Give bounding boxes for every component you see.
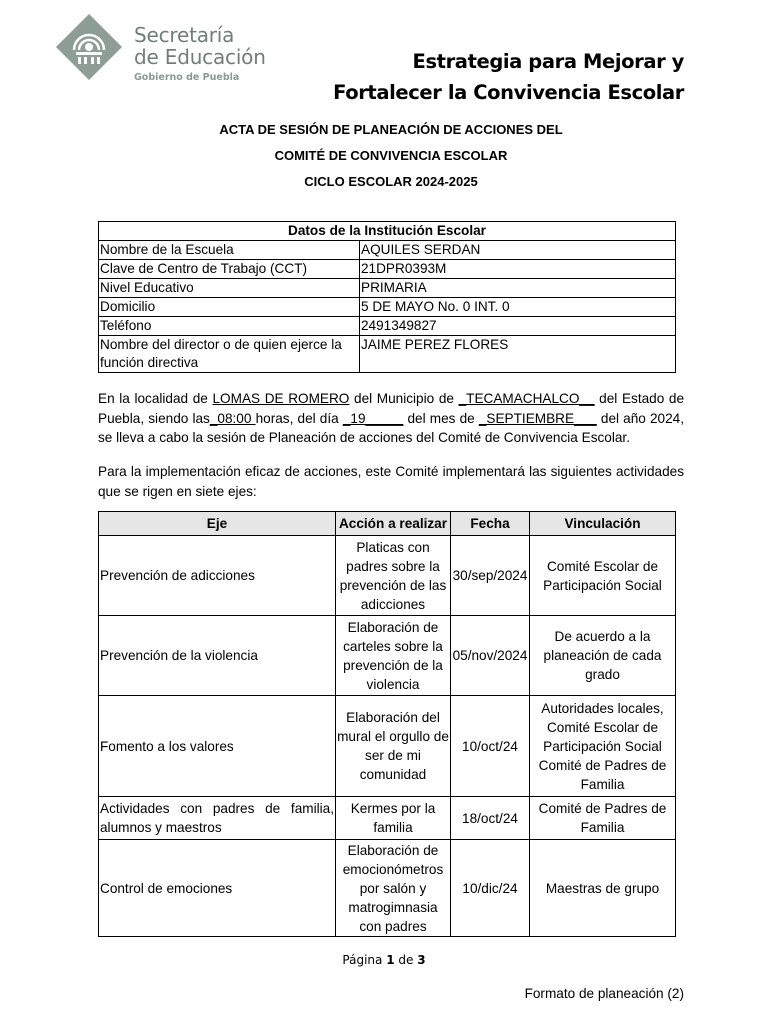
institution-value: AQUILES SERDAN (360, 241, 676, 260)
cell-fecha: 18/oct/24 (451, 797, 530, 840)
table-row (99, 241, 676, 260)
cell-vinculacion: Maestras de grupo (530, 840, 676, 937)
session-text: del año 2024, se lleva a cabo la sesión de Planeación de acciones del Comité de Convivencia Escolar. (98, 410, 685, 445)
cell-fecha: 10/dic/24 (451, 840, 530, 937)
cell-accion: Kermes por la familia (336, 797, 451, 840)
document-title-line1: Estrategia para Mejorar y (412, 50, 684, 73)
session-text: del Estado de Puebla, siendo las (98, 391, 685, 426)
acta-heading (98, 117, 684, 195)
page-total: 3 (417, 953, 426, 967)
session-text: del Municipio de (349, 391, 459, 406)
session-text: horas, del día (255, 410, 343, 426)
cell-eje: Control de emociones (99, 840, 336, 937)
table-row (99, 840, 676, 937)
institution-value: PRIMARIA (360, 279, 676, 298)
table-row (99, 797, 676, 840)
page-number (0, 953, 768, 967)
session-dia: _19_____ (342, 410, 404, 426)
cell-vinculacion: Comité de Padres de Familia (530, 797, 676, 840)
institution-label: Clave de Centro de Trabajo (CCT) (99, 260, 360, 279)
institution-value: JAIME PEREZ FLORES (360, 336, 676, 373)
logo-line1: Secretaría (134, 23, 235, 47)
session-paragraph (98, 389, 684, 448)
document-title (333, 46, 684, 108)
acta-line1: ACTA DE SESIÓN DE PLANEACIÓN DE ACCIONES DEL (219, 122, 563, 137)
table-row (99, 336, 676, 373)
logo-line2: de Educación (134, 45, 266, 69)
table-row (99, 260, 676, 279)
cell-vinculacion: Comité Escolar de Participación Social (530, 536, 676, 616)
column-header-accion: Acción a realizar (336, 512, 451, 536)
cell-eje: Prevención de la violencia (99, 616, 336, 696)
session-municipio: _TECAMACHALCO__ (458, 391, 595, 406)
cell-accion: Elaboración de emocionómetros por salón y matrogimnasia con padres (336, 840, 451, 937)
cell-fecha: 10/oct/24 (451, 696, 530, 797)
institution-table (98, 221, 676, 373)
table-row (99, 616, 676, 696)
document-title-line2: Fortalecer la Convivencia Escolar (333, 81, 684, 104)
institution-label: Nombre del director o de quien ejerce la función directiva (99, 336, 360, 373)
cell-accion: Platicas con padres sobre la prevención de las adicciones (336, 536, 451, 616)
secretaria-educacion-logo-icon (54, 12, 124, 82)
table-row (99, 298, 676, 317)
actions-table-header (99, 512, 676, 536)
table-row (99, 317, 676, 336)
page-prefix: Página (342, 953, 387, 967)
cell-vinculacion: Autoridades locales, Comité Escolar de Participación Social Comité de Padres de Familia (530, 696, 676, 797)
column-header-fecha: Fecha (451, 512, 530, 536)
page-of: de (394, 953, 418, 967)
table-row (99, 696, 676, 797)
session-text: del mes de (403, 410, 479, 426)
cell-accion: Elaboración del mural el orgullo de ser de mi comunidad (336, 696, 451, 797)
institution-label: Nombre de la Escuela (99, 241, 360, 260)
column-header-eje: Eje (99, 512, 336, 536)
cell-fecha: 30/sep/2024 (451, 536, 530, 616)
cell-eje: Actividades con padres de familia, alumnos y maestros (99, 797, 336, 840)
institution-label: Domicilio (99, 298, 360, 317)
institution-value: 21DPR0393M (360, 260, 676, 279)
session-localidad: LOMAS DE ROMERO (212, 391, 350, 406)
logo-text (134, 24, 266, 83)
cell-fecha: 05/nov/2024 (451, 616, 530, 696)
cell-vinculacion: De acuerdo a la planeación de cada grado (530, 616, 676, 696)
acta-line2: COMITÉ DE CONVIVENCIA ESCOLAR (274, 148, 508, 163)
cell-accion: Elaboración de carteles sobre la prevención de la violencia (336, 616, 451, 696)
institution-label: Nivel Educativo (99, 279, 360, 298)
form-name: Formato de planeación (2) (524, 986, 684, 1001)
actions-table (98, 511, 676, 937)
logo-line3: Gobierno de Puebla (134, 72, 240, 83)
institution-table-header (99, 222, 676, 241)
page-current: 1 (386, 953, 395, 967)
institution-value: 2491349827 (360, 317, 676, 336)
institution-value: 5 DE MAYO No. 0 INT. 0 (360, 298, 676, 317)
cell-eje: Prevención de adicciones (99, 536, 336, 616)
session-text: En la localidad de (98, 391, 213, 406)
session-mes: _SEPTIEMBRE___ (478, 410, 597, 426)
institution-table-heading: Datos de la Institución Escolar (99, 222, 676, 241)
institution-label: Teléfono (99, 317, 360, 336)
intro-paragraph: Para la implementación eficaz de acciones, este Comité implementará las siguientes actividades que se rigen en siete ejes: (98, 464, 684, 499)
table-row (99, 279, 676, 298)
session-hora: _08:00 (209, 410, 256, 426)
cell-eje: Fomento a los valores (99, 696, 336, 797)
column-header-vinculacion: Vinculación (530, 512, 676, 536)
acta-line3: CICLO ESCOLAR 2024-2025 (304, 174, 478, 189)
table-row (99, 536, 676, 616)
